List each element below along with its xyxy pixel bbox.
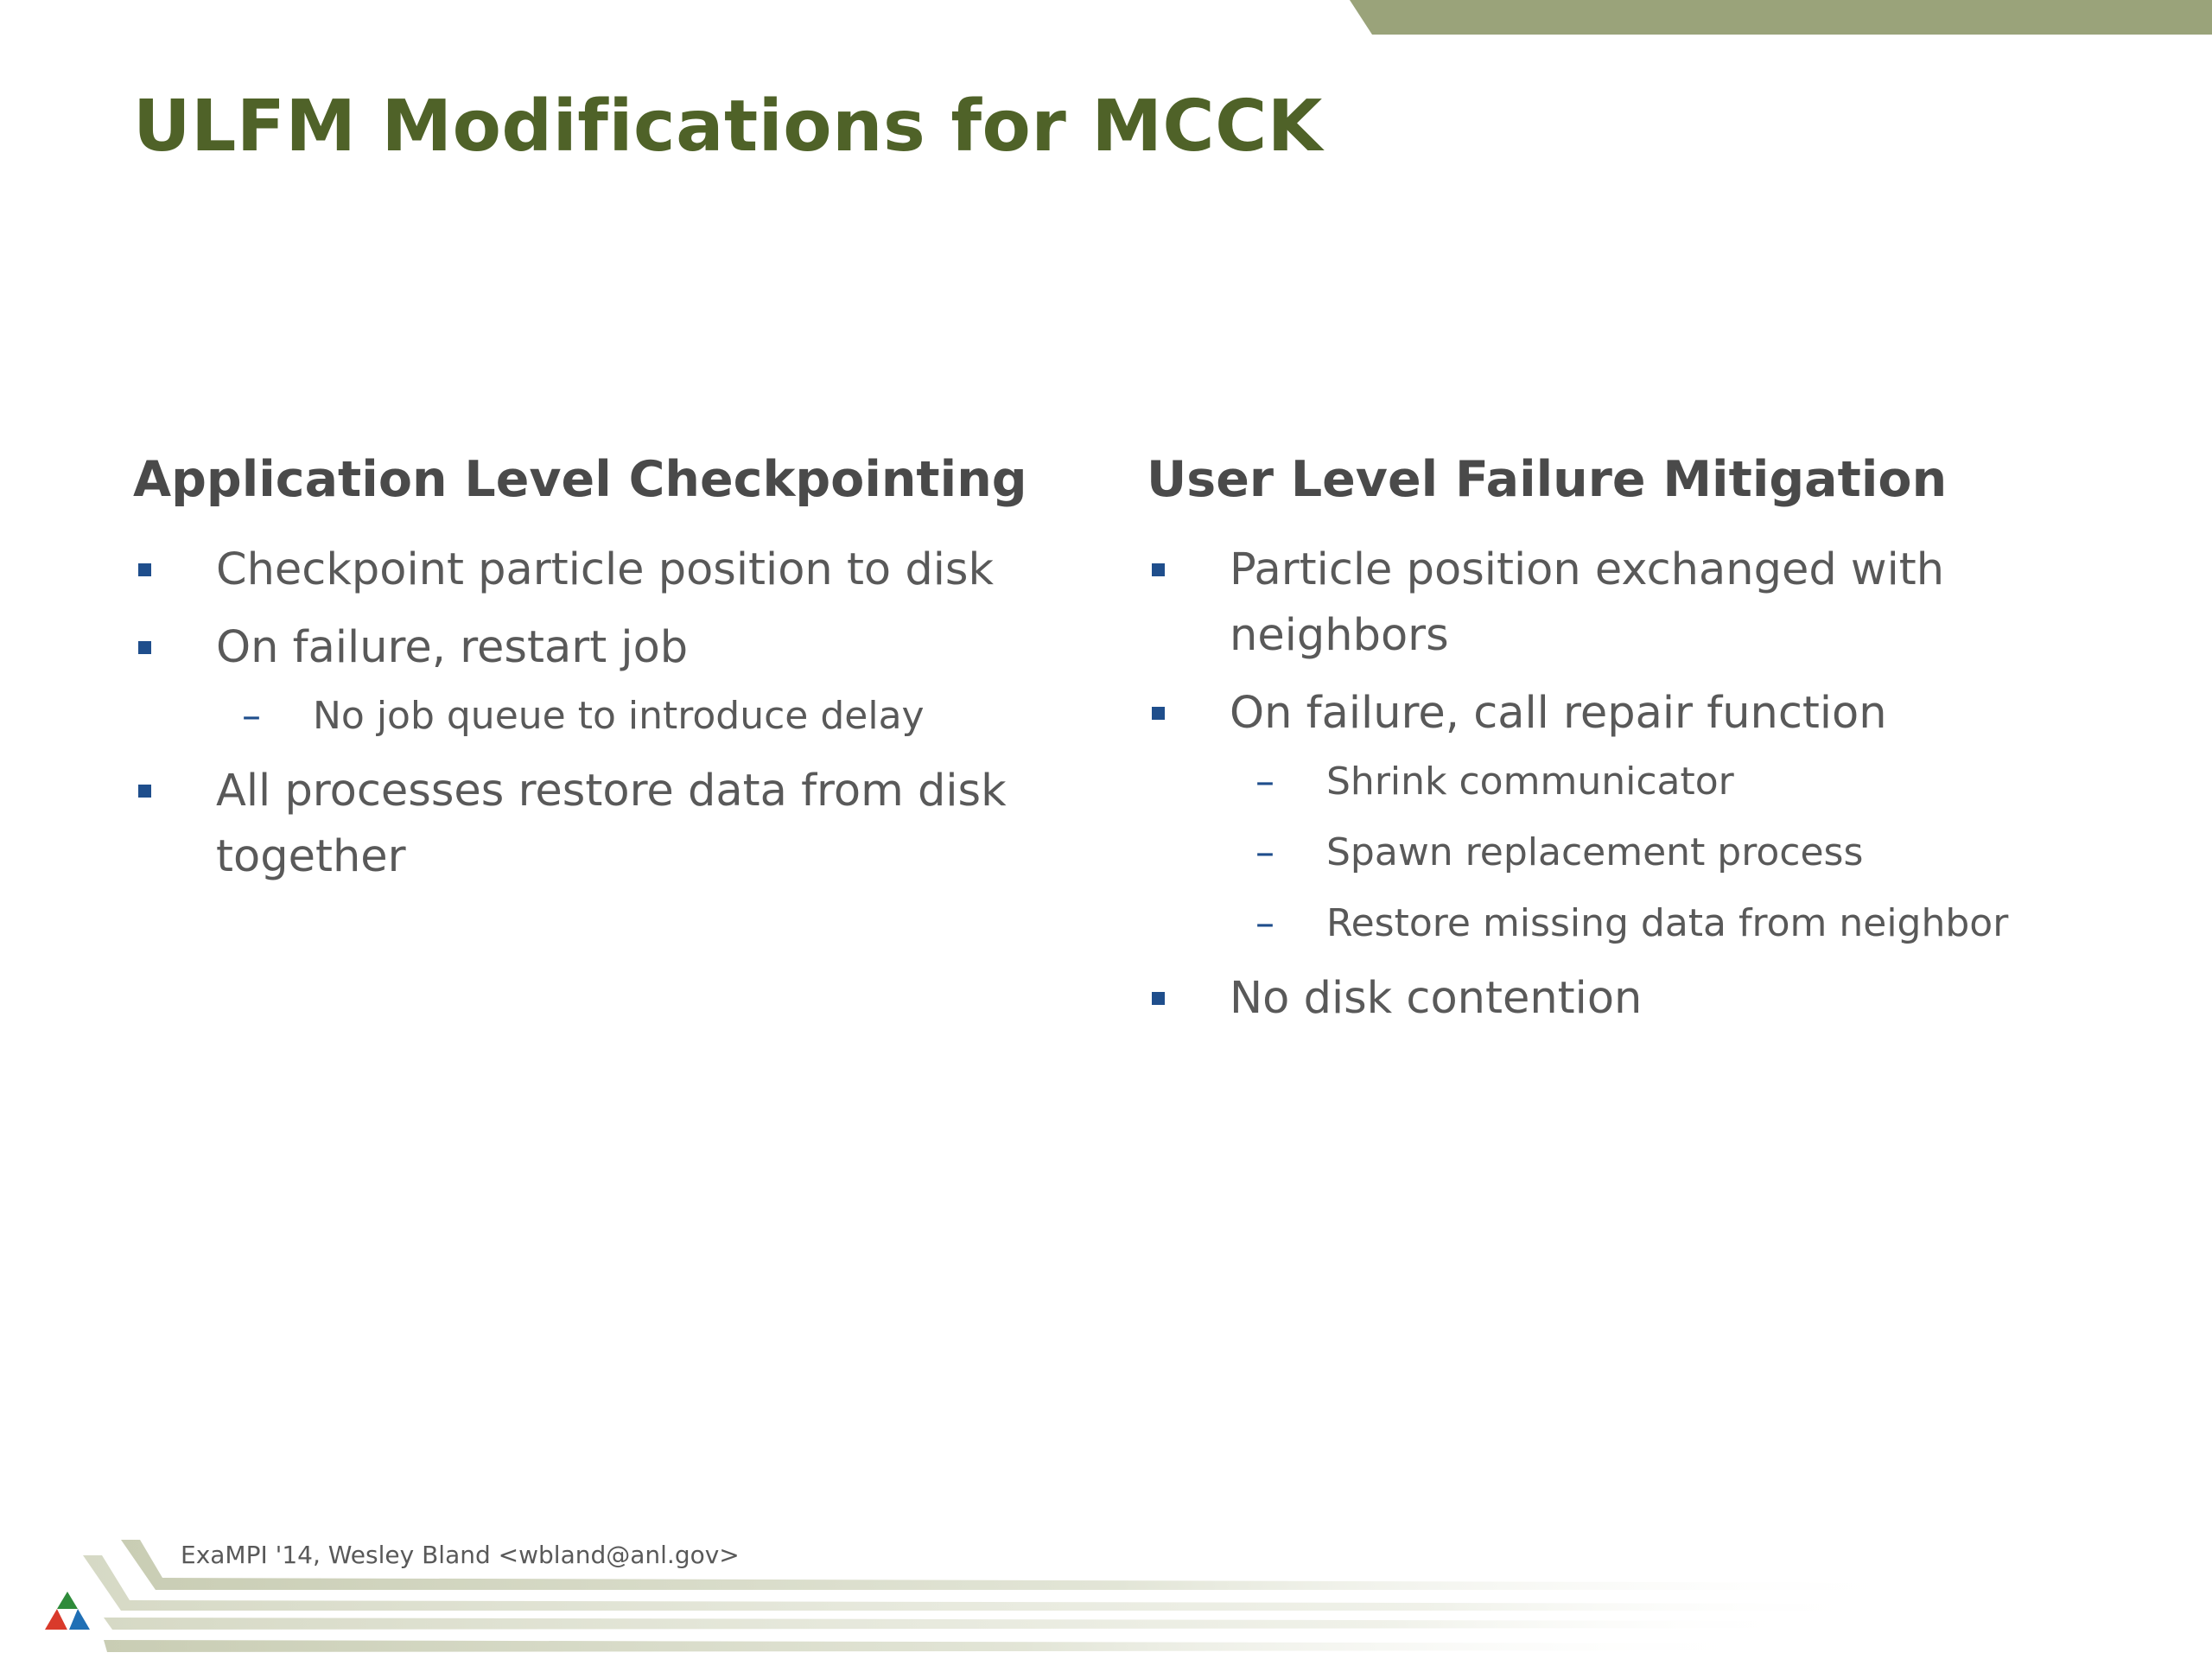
sub-bullet-list: [1147, 753, 2123, 952]
top-accent-band: [0, 0, 2212, 36]
footer-swoosh-stripe: [104, 1618, 1815, 1630]
right-column: [1147, 441, 2123, 1044]
dash-bullet-icon: –: [1255, 760, 1274, 804]
left-column: [133, 441, 1075, 902]
sub-list-item: [1147, 895, 2123, 952]
sub-list-item: [133, 688, 1075, 745]
list-item-text: On failure, call repair function: [1230, 688, 1887, 739]
argonne-triangle-logo-icon: [43, 1590, 92, 1635]
top-accent-band-shape: [1350, 0, 2212, 35]
dash-bullet-icon: –: [1255, 901, 1274, 945]
list-item-text: On failure, restart job: [216, 622, 689, 673]
list-item: [1147, 681, 2123, 952]
right-bullet-list: [1147, 537, 2123, 1032]
square-bullet-icon: [138, 563, 151, 576]
list-item: [133, 759, 1075, 890]
square-bullet-icon: [1152, 992, 1165, 1005]
list-item: [133, 537, 1075, 603]
list-item-text: All processes restore data from disk together: [216, 766, 1007, 882]
sub-list-item-text: No job queue to introduce delay: [313, 694, 925, 738]
sub-list-item-text: Restore missing data from neighbor: [1326, 901, 2009, 945]
list-item-text: Particle position exchanged with neighbors: [1230, 544, 1945, 661]
square-bullet-icon: [1152, 707, 1165, 720]
footer-swoosh-stripe: [104, 1640, 1780, 1652]
logo-segment: [57, 1592, 78, 1609]
left-column-heading: Application Level Checkpointing: [133, 451, 1027, 508]
dash-bullet-icon: –: [242, 694, 261, 738]
list-item: [1147, 966, 2123, 1032]
slide-title: ULFM Modifications for MCCK: [133, 86, 1323, 168]
square-bullet-icon: [138, 641, 151, 654]
list-item-text: No disk contention: [1230, 973, 1643, 1024]
left-bullet-list: [133, 537, 1075, 890]
sub-list-item-text: Spawn replacement process: [1326, 830, 1864, 874]
sub-bullet-list: [133, 688, 1075, 745]
sub-list-item: [1147, 824, 2123, 881]
list-item-text: Checkpoint particle position to disk: [216, 544, 994, 595]
sub-list-item: [1147, 753, 2123, 810]
dash-bullet-icon: –: [1255, 830, 1274, 874]
list-item: [133, 615, 1075, 745]
list-item: [1147, 537, 2123, 669]
square-bullet-icon: [1152, 563, 1165, 576]
sub-list-item-text: Shrink communicator: [1326, 760, 1734, 804]
footer-text: ExaMPI '14, Wesley Bland <wbland@anl.gov>: [181, 1541, 740, 1569]
square-bullet-icon: [138, 785, 151, 798]
right-column-heading: User Level Failure Mitigation: [1147, 451, 1948, 508]
